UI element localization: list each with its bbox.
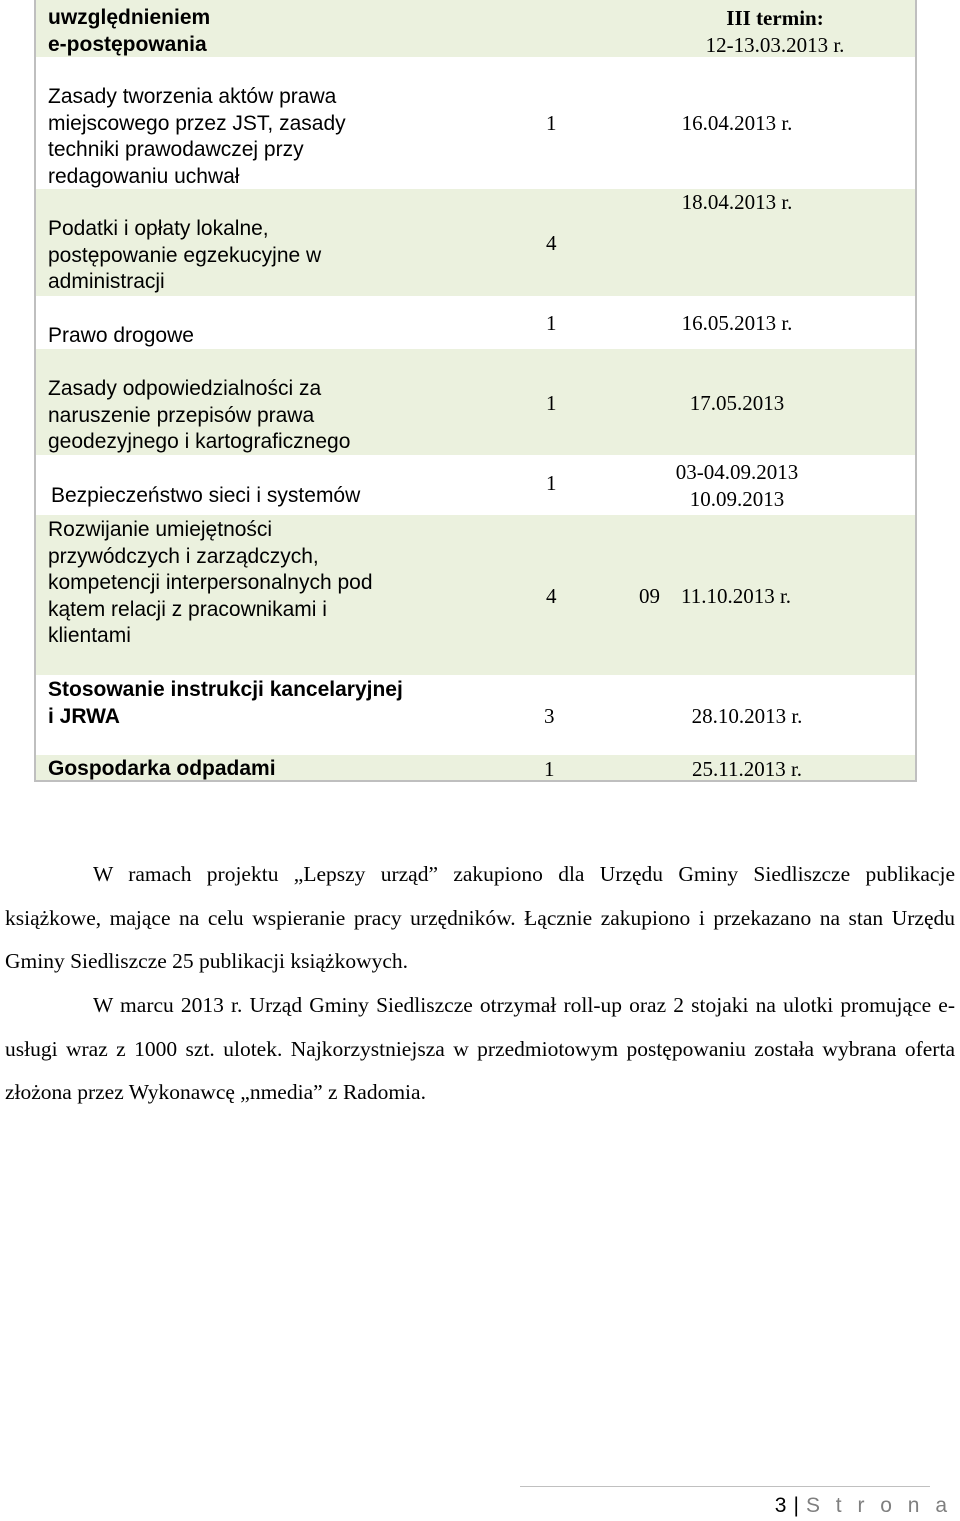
date-cell (655, 5, 895, 59)
page-number: 3 (774, 1494, 788, 1517)
topic-line: Rozwijanie umiejętności (48, 518, 273, 541)
table-row (48, 5, 210, 58)
topic-line: i JRWA (48, 704, 120, 728)
table-row (48, 677, 403, 730)
topic-line: naruszenie przepisów prawa (48, 403, 315, 427)
date-line: III termin: (726, 6, 824, 30)
date-cell: 17.05.2013 (689, 391, 785, 415)
count-cell: 3 (544, 704, 555, 728)
date-cell: 18.04.2013 r. (681, 190, 793, 214)
count-cell: 1 (546, 471, 557, 495)
topic-line: Podatki i opłaty lokalne, (48, 217, 269, 240)
date-cell: 16.05.2013 r. (681, 311, 793, 335)
count-cell: 4 (546, 231, 557, 255)
topic-line: kątem relacji z pracownikami i (48, 597, 327, 621)
topic-line: postępowanie egzekucyjne w (48, 243, 322, 267)
count-cell: 1 (544, 757, 555, 781)
date-line: 10.09.2013 (689, 487, 785, 511)
paragraph-publications: W ramach projektu „Lepszy urząd” zakupiono dla Urzędu Gminy Siedliszcze publikacje książkowe, mające na celu wspieranie pracy urzędników. Łącznie zakupiono i przekazano na stan Urzędu Gminy Siedliszcze 25 publikacji książkowych. (5, 862, 955, 973)
date-line: 12-13.03.2013 r. (705, 33, 845, 57)
topic-line: redagowaniu uchwał (48, 164, 240, 188)
topic-line: geodezyjnego i kartograficznego (48, 430, 351, 453)
topic-line: Zasady tworzenia aktów prawa (48, 85, 337, 108)
count-cell: 4 (546, 584, 557, 608)
table-row (48, 517, 373, 650)
date-cell: 16.04.2013 r. (681, 111, 793, 135)
footer-divider (520, 1486, 930, 1487)
topic-line: e-postępowania (48, 32, 207, 56)
topic-line: uwzględnieniem (48, 6, 211, 29)
date-cell: 25.11.2013 r. (691, 757, 803, 781)
page-footer (775, 1494, 952, 1518)
topic-line: klientami (48, 624, 131, 647)
date-cell (617, 459, 857, 513)
table-row (48, 376, 350, 456)
topic-line: Zasady odpowiedzialności za (48, 377, 322, 400)
topic-line: Gospodarka odpadami (48, 757, 276, 780)
page-label: S t r o n a (805, 1494, 952, 1517)
topic-line: miejscowego przez JST, zasady (48, 111, 346, 135)
count-cell: 1 (546, 391, 557, 415)
topic-line: Stosowanie instrukcji kancelaryjnej (48, 678, 403, 701)
topic-line: kompetencji interpersonalnych pod (48, 571, 373, 594)
training-table (34, 0, 917, 782)
date-line: 03-04.09.2013 (675, 460, 799, 484)
topic-line: Prawo drogowe (48, 324, 194, 347)
count-cell: 1 (546, 311, 557, 335)
paragraph-rollup: W marcu 2013 r. Urząd Gminy Siedliszcze otrzymał roll-up oraz 2 stojaki na ulotki promujące e-usługi wraz z 1000 szt. ulotek. Najkorzystniejsza w przedmiotowym postępowaniu została wybrana oferta złożona przez Wykonawcę „nmedia” z Radomia. (5, 993, 955, 1104)
table-row (48, 756, 276, 783)
table-row (48, 216, 321, 296)
topic-line: Bezpieczeństwo sieci i systemów (51, 484, 361, 507)
date-cell: 28.10.2013 r. (691, 704, 803, 728)
topic-line: techniki prawodawczej przy (48, 138, 304, 161)
table-row (51, 483, 360, 510)
date-cell: 09 11.10.2013 r. (638, 584, 792, 608)
table-row (48, 84, 346, 190)
footer-separator: | (793, 1494, 800, 1517)
topic-line: administracji (48, 270, 165, 293)
table-row (48, 323, 194, 350)
topic-line: przywódczych i zarządczych, (48, 544, 319, 568)
count-cell: 1 (546, 111, 557, 135)
